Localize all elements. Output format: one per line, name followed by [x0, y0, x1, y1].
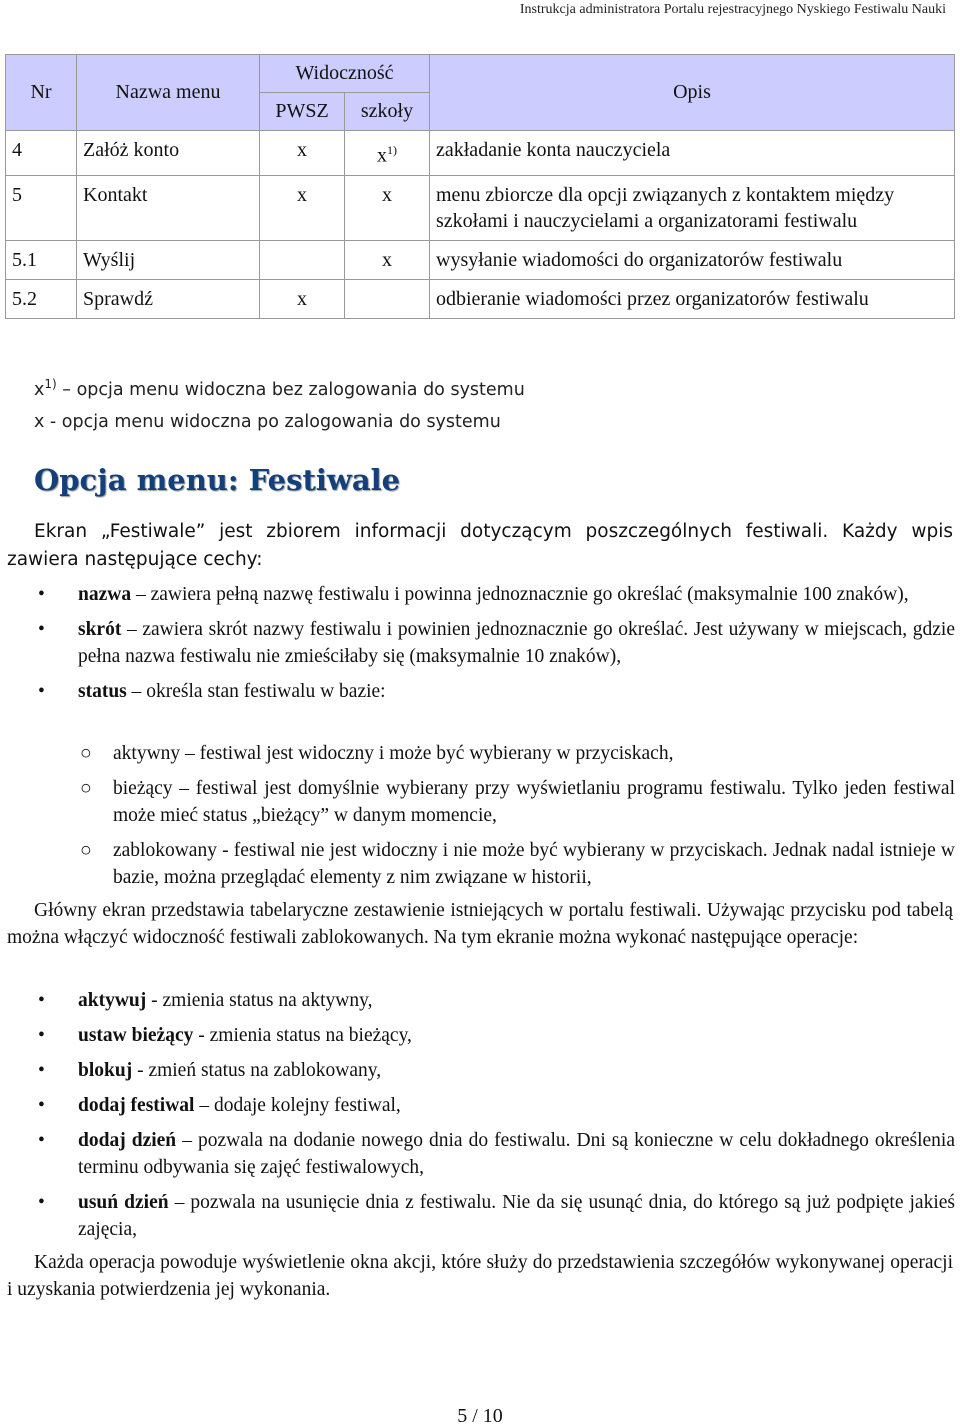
row-szkoly: x: [345, 240, 430, 279]
bullet-icon: •: [38, 1025, 45, 1046]
list-item: ○ aktywny – festiwal jest widoczny i może być wybierany w przyciskach,: [0, 740, 955, 767]
bullet-icon: •: [38, 1060, 45, 1081]
bullet-icon: •: [38, 1192, 45, 1213]
row-nr: 4: [6, 131, 77, 176]
list-item: • blokuj - zmień status na zablokowany,: [0, 1057, 955, 1084]
closing-paragraph: Każda operacja powoduje wyświetlenie okna akcji, które służy do przedstawienia szczegółów wykonywanej operacji i uzyskania potwierdzenia jej wykonania.: [7, 1252, 953, 1300]
list-item: • nazwa – zawiera pełną nazwę festiwalu i powinna jednoznacznie go określać (maksymalnie 100 znaków),: [0, 581, 955, 608]
document-header: Instrukcja administratora Portalu rejestracyjnego Nyskiego Festiwalu Nauki: [519, 2, 946, 17]
list-item: • usuń dzień – pozwala na usunięcie dnia z festiwalu. Nie da się usunąć dnia, do którego są już podpięte jakieś zajęcia,: [0, 1189, 955, 1243]
table-row: [6, 279, 955, 318]
list-item: ○ bieżący – festiwal jest domyślnie wybierany przy wyświetlaniu programu festiwalu. Tylko jeden festiwal może mieć status „bieżący” w danym momencie,: [0, 775, 955, 829]
bullet-icon: •: [38, 990, 45, 1011]
operations-list: [0, 987, 955, 1243]
row-szkoly: [345, 279, 430, 318]
row-description: wysyłanie wiadomości do organizatorów festiwalu: [430, 240, 955, 279]
bullet-icon: •: [38, 1130, 45, 1151]
row-pwsz: [260, 240, 345, 279]
list-item: • dodaj dzień – pozwala na dodanie nowego dnia do festiwalu. Dni są konieczne w celu dokładnego określenia terminu odbywania się zajęć festiwalowych,: [0, 1127, 955, 1181]
list-item: • aktywuj - zmienia status na aktywny,: [0, 987, 955, 1014]
header-pwsz: PWSZ: [260, 93, 345, 131]
list-item: • ustaw bieżący - zmienia status na bieżący,: [0, 1022, 955, 1049]
features-list: [0, 581, 955, 705]
header-visibility: Widoczność: [260, 55, 430, 93]
status-list: [0, 740, 955, 891]
table-row: [6, 131, 955, 176]
bullet-icon: •: [38, 681, 45, 702]
list-item: • dodaj festiwal – dodaje kolejny festiwal,: [0, 1092, 955, 1119]
list-item: • skrót – zawiera skrót nazwy festiwalu i powinien jednoznacznie go określać. Jest używany w miejscach, gdzie pełna nazwa festiwalu nie zmieściłaby się (maksymalnie 10 znaków),: [0, 616, 955, 670]
table-row: [6, 240, 955, 279]
circle-bullet-icon: ○: [80, 743, 92, 764]
row-name: Sprawdź: [77, 279, 260, 318]
bullet-icon: •: [38, 1095, 45, 1116]
table-row: [6, 175, 955, 240]
circle-bullet-icon: ○: [80, 778, 92, 799]
row-szkoly: $x^{1)}$: [345, 131, 430, 176]
bullet-icon: •: [38, 619, 45, 640]
row-description: menu zbiorcze dla opcji związanych z kontaktem między szkołami i nauczycielami a organizatorami festiwalu: [430, 175, 955, 240]
row-nr: 5: [6, 175, 77, 240]
intro-paragraph: Ekran „Festiwale” jest zbiorem informacji dotyczącym poszczególnych festiwali. Każdy wpis zawiera następujące cechy:: [7, 521, 953, 570]
row-description: odbieranie wiadomości przez organizatorów festiwalu: [430, 279, 955, 318]
header-nr: Nr: [6, 55, 77, 131]
row-pwsz: x: [260, 131, 345, 176]
header-description: Opis: [430, 55, 955, 131]
row-pwsz: x: [260, 279, 345, 318]
header-szkoly: szkoły: [345, 93, 430, 131]
row-nr: 5.2: [6, 279, 77, 318]
circle-bullet-icon: ○: [80, 840, 92, 861]
row-name: Załóż konto: [77, 131, 260, 176]
note-2: x - opcja menu widoczna po zalogowania do systemu: [34, 411, 501, 432]
note-1: $x^{1)}$ – opcja menu widoczna bez zalogowania do systemu: [34, 377, 525, 400]
bullet-icon: •: [38, 584, 45, 605]
page-number: 5 / 10: [457, 1405, 503, 1427]
list-item: ○ zablokowany - festiwal nie jest widoczny i nie może być wybierany w przyciskach. Jednak nadal istnieje w bazie, można przeglądać elementy z nim związane w historii,: [0, 837, 955, 891]
table-notes: [34, 368, 525, 438]
menu-visibility-table: [5, 54, 955, 319]
row-name: Wyślij: [77, 240, 260, 279]
section-title: Opcja menu: Festiwale: [34, 463, 401, 497]
row-szkoly: x: [345, 175, 430, 240]
main-screen-paragraph: Główny ekran przedstawia tabelaryczne zestawienie istniejących w portalu festiwali. Używając przycisku pod tabelą można włączyć widoczność festiwali zablokowanych. Na tym ekranie można wykonać następujące operacje:: [7, 900, 953, 948]
header-menu-name: Nazwa menu: [77, 55, 260, 131]
row-nr: 5.1: [6, 240, 77, 279]
list-item: • status – określa stan festiwalu w bazie:: [0, 678, 955, 705]
row-name: Kontakt: [77, 175, 260, 240]
row-pwsz: x: [260, 175, 345, 240]
row-description: zakładanie konta nauczyciela: [430, 131, 955, 176]
